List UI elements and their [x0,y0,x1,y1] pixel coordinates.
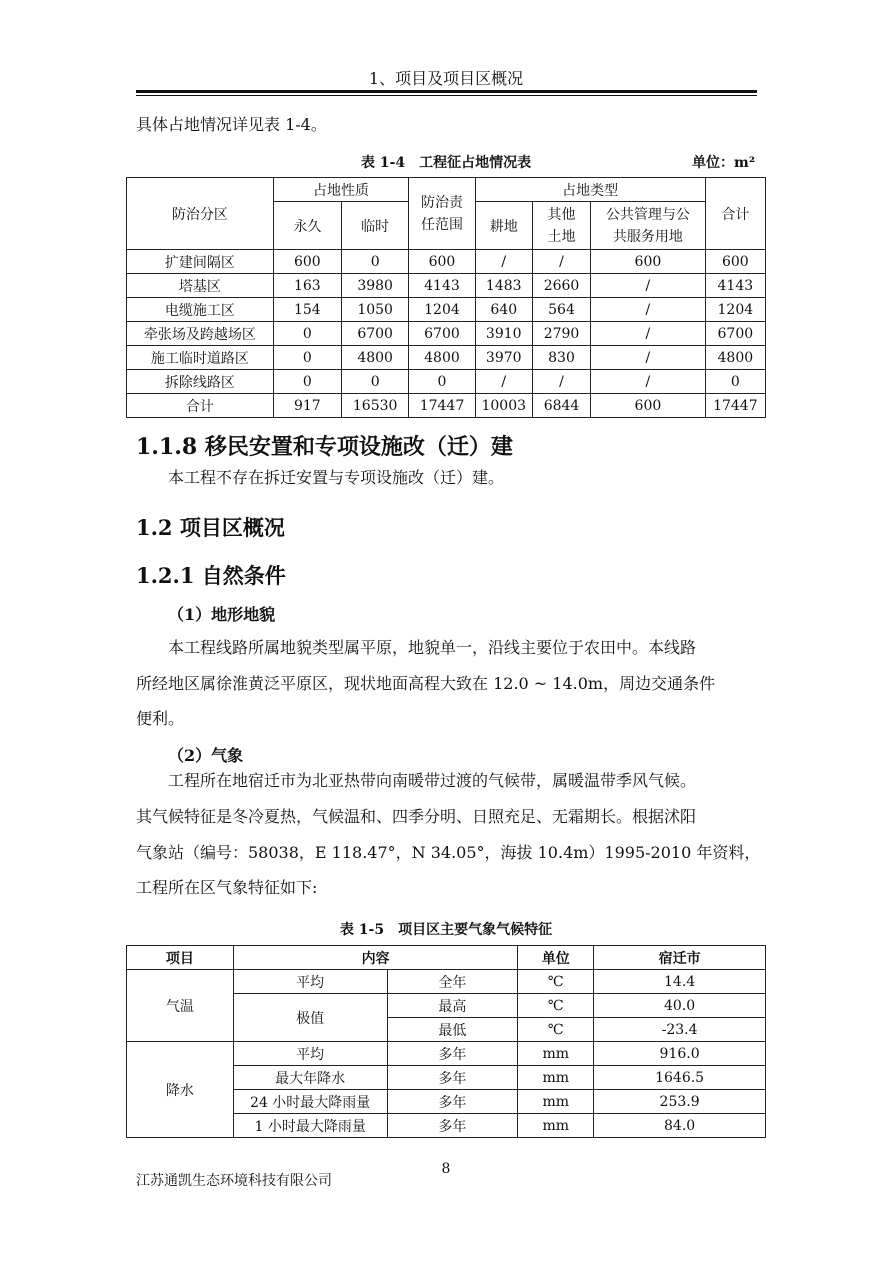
th-public-l1: 公共管理与公 [605,206,690,223]
table-cell: 3910 [475,322,532,346]
th-farm: 耕地 [475,202,532,250]
header-rule-thick [136,90,757,93]
table-cell: / [591,370,706,394]
table-row [127,346,766,370]
climate-table [126,945,766,1138]
temp-max-unit: ℃ [518,994,594,1018]
th-zone: 防治分区 [127,178,274,250]
running-header: 1、项目及项目区概况 [368,69,524,88]
table-row [127,970,766,994]
header-rule-thin [136,95,757,96]
th-scope-l1: 防治责 [420,194,463,211]
table-cell: 0 [273,346,341,370]
table15-caption: 表 1-5 项目区主要气象气候特征 [339,922,553,938]
table-cell: / [591,322,706,346]
terrain-title: （1）地形地貌 [168,605,276,624]
table-row [127,394,766,418]
th-public [591,202,706,250]
row-label: 塔基区 [127,274,274,298]
row-label: 合计 [127,394,274,418]
table-cell: 917 [273,394,341,418]
temp-max-label: 最高 [387,994,518,1018]
table-cell: 163 [273,274,341,298]
footer-company: 江苏通凯生态环境科技有限公司 [136,1173,332,1189]
section-1-1-8-title: 1.1.8 移民安置和专项设施改（迁）建 [136,434,513,460]
table-cell: 2660 [532,274,590,298]
table-cell: / [532,250,590,274]
table-cell: 4800 [705,346,765,370]
th-item: 项目 [127,946,234,970]
th-other [532,202,590,250]
th-other-l1: 其他 [547,206,576,223]
table-cell: 640 [475,298,532,322]
table-cell: / [475,250,532,274]
temp-max-value: 40.0 [594,994,766,1018]
table-cell: 600 [591,394,706,418]
table-cell: 830 [532,346,590,370]
climate-line-4: 工程所在区气象特征如下: [136,878,318,897]
table-cell: 600 [591,250,706,274]
table-cell: 4143 [409,274,475,298]
rain-24h-period: 多年 [387,1090,518,1114]
th-scope-l2: 任范围 [420,216,463,233]
table-cell: 3970 [475,346,532,370]
table-cell: / [532,370,590,394]
terrain-line-3: 便利。 [136,709,185,728]
table-cell: 4143 [705,274,765,298]
rain-avg-value: 916.0 [594,1042,766,1066]
table-cell: 0 [705,370,765,394]
rain-avg-unit: mm [518,1042,594,1066]
rain-1h-period: 多年 [387,1114,518,1138]
table-cell: 564 [532,298,590,322]
temp-label: 气温 [127,970,234,1042]
th-other-l2: 土地 [547,228,576,245]
th-total: 合计 [705,178,765,250]
th-unit: 单位 [518,946,594,970]
th-temp: 临时 [342,202,409,250]
table-cell: 3980 [342,274,409,298]
table-cell: 6844 [532,394,590,418]
temp-avg-period: 全年 [387,970,518,994]
temp-min-value: -23.4 [594,1018,766,1042]
th-scope [409,178,475,250]
row-label: 牵张场及跨越场区 [127,322,274,346]
rain-maxyear-period: 多年 [387,1066,518,1090]
temp-extreme-label: 极值 [233,994,387,1042]
table-cell: 0 [409,370,475,394]
rain-1h-unit: mm [518,1114,594,1138]
table-cell: 6700 [342,322,409,346]
table-cell: 6700 [705,322,765,346]
table-row [127,370,766,394]
table-cell: / [591,346,706,370]
table-cell: 10003 [475,394,532,418]
table-cell: / [591,274,706,298]
climate-title: （2）气象 [168,746,244,765]
table-row [127,250,766,274]
table-cell: 600 [273,250,341,274]
th-content: 内容 [233,946,518,970]
table-cell: 154 [273,298,341,322]
table-cell: 600 [705,250,765,274]
section-1-1-8-text: 本工程不存在拆迁安置与专项设施改（迁）建。 [168,468,505,487]
temp-min-label: 最低 [387,1018,518,1042]
row-label: 电缆施工区 [127,298,274,322]
table-cell: 600 [409,250,475,274]
rain-1h-label: 1 小时最大降雨量 [233,1114,387,1138]
table-cell: / [475,370,532,394]
table14-unit: 单位：m² [692,155,755,171]
climate-line-1: 工程所在地宿迁市为北亚热带向南暖带过渡的气候带，属暖温带季风气候。 [168,771,697,790]
climate-line-2: 其气候特征是冬冷夏热，气候温和、四季分明、日照充足、无霜期长。根据沭阳 [136,807,697,826]
table-cell: 17447 [705,394,765,418]
table-cell: 0 [273,322,341,346]
th-perm: 永久 [273,202,341,250]
rain-avg-period: 多年 [387,1042,518,1066]
th-city: 宿迁市 [594,946,766,970]
terrain-line-2: 所经地区属徐淮黄泛平原区，现状地面高程大致在 12.0 ~ 14.0m，周边交通条件 [136,674,716,693]
land-occupation-table [126,177,766,418]
row-label: 扩建间隔区 [127,250,274,274]
table-cell: 1483 [475,274,532,298]
climate-line-3: 气象站（编号：58038，E 118.47°，N 34.05°，海拔 10.4m）1995-2010 年资料， [136,843,761,862]
th-nature: 占地性质 [273,178,409,202]
table-cell: 0 [342,250,409,274]
table-cell: 1204 [409,298,475,322]
page-number: 8 [441,1161,451,1177]
section-1-2-1-title: 1.2.1 自然条件 [136,563,286,588]
temp-avg-label: 平均 [233,970,387,994]
table-cell: 4800 [409,346,475,370]
table-row [127,274,766,298]
rain-24h-value: 253.9 [594,1090,766,1114]
table-cell: 1050 [342,298,409,322]
th-public-l2: 共服务用地 [612,228,683,245]
temp-avg-value: 14.4 [594,970,766,994]
temp-min-unit: ℃ [518,1018,594,1042]
intro-line: 具体占地情况详见表 1-4。 [136,115,327,134]
table-row [127,298,766,322]
section-1-2-title: 1.2 项目区概况 [136,515,285,540]
terrain-line-1: 本工程线路所属地貌类型属平原，地貌单一，沿线主要位于农田中。本线路 [168,638,697,657]
table-row [127,322,766,346]
rain-maxyear-unit: mm [518,1066,594,1090]
rain-24h-label: 24 小时最大降雨量 [233,1090,387,1114]
rain-maxyear-label: 最大年降水 [233,1066,387,1090]
table-cell: 2790 [532,322,590,346]
rain-label: 降水 [127,1042,234,1138]
row-label: 拆除线路区 [127,370,274,394]
table-cell: 0 [342,370,409,394]
rain-24h-unit: mm [518,1090,594,1114]
table-row [127,1042,766,1066]
table-cell: 16530 [342,394,409,418]
rain-maxyear-value: 1646.5 [594,1066,766,1090]
th-type: 占地类型 [475,178,705,202]
table-cell: 1204 [705,298,765,322]
rain-avg-label: 平均 [233,1042,387,1066]
temp-avg-unit: ℃ [518,970,594,994]
table-cell: 0 [273,370,341,394]
table-cell: 6700 [409,322,475,346]
row-label: 施工临时道路区 [127,346,274,370]
table-cell: 4800 [342,346,409,370]
rain-1h-value: 84.0 [594,1114,766,1138]
table14-caption: 表 1-4 工程征占地情况表 [360,155,532,171]
table-cell: / [591,298,706,322]
table-cell: 17447 [409,394,475,418]
